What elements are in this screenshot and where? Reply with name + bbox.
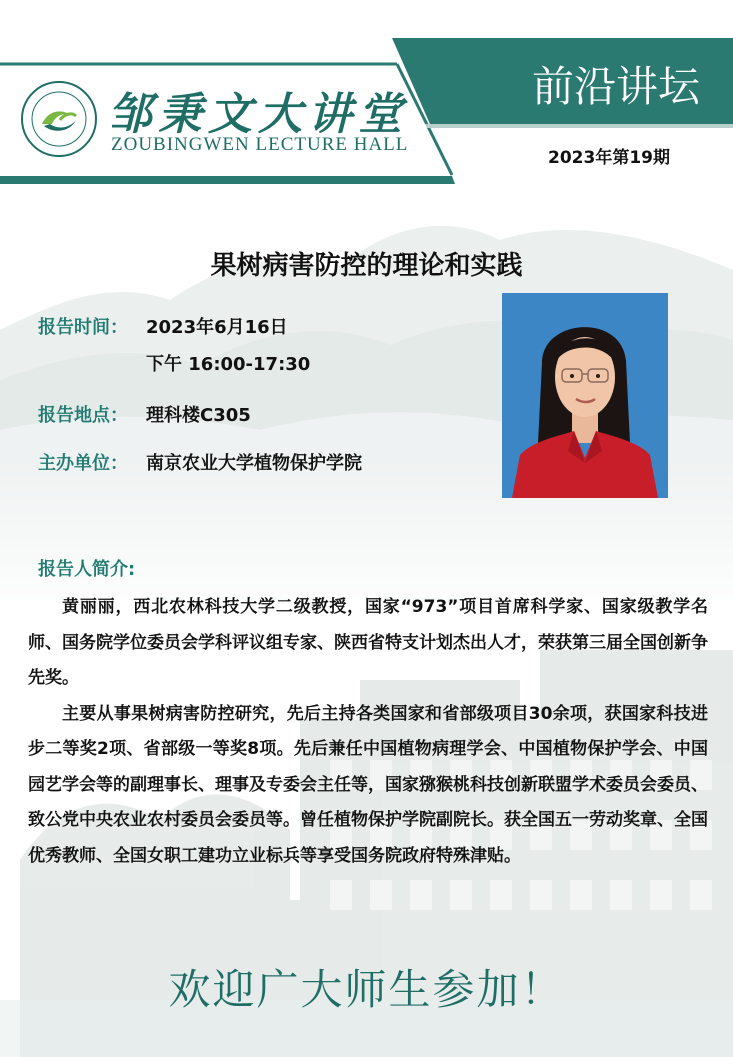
- time-date: 2023年6月16日: [146, 317, 288, 338]
- series-title: 前沿讲坛: [531, 62, 700, 111]
- time-label: 报告时间：: [38, 317, 128, 338]
- place-value: 理科楼C305: [146, 405, 251, 426]
- bio-text: [28, 590, 708, 874]
- talk-title: 果树病害防控的理论和实践: [210, 251, 523, 281]
- bio-paragraph: 黄丽丽，西北农林科技大学二级教授，国家“973”项目首席科学家、国家级教学名师、国务院学位委员会学科评议组专家、陕西省特支计划杰出人才，荣获第三届全国创新争先奖。: [28, 597, 708, 688]
- bio-heading: 报告人简介:: [38, 559, 136, 580]
- brand-name-cn: 邹秉文大讲堂: [108, 89, 408, 140]
- bio-paragraph: 主要从事果树病害防控研究，先后主持各类国家和省部级项目30余项，获国家科技进步二等奖2项、省部级一等奖8项。先后兼任中国植物病理学会、中国植物保护学会、中国园艺学会等的副理事长、理事及专委会主任等，国家猕猴桃科技创新联盟学术委员会委员、致公党中央农业农村委员会委员等。曾任植物保护学院副院长。获全国五一劳动奖章、全国优秀教师、全国女职工建功立业标兵等享受国务院政府特殊津贴。: [28, 703, 708, 866]
- welcome-message: 欢迎广大师生参加！: [168, 965, 565, 1014]
- speaker-photo: [502, 293, 668, 498]
- portrait-illustration: [502, 293, 668, 498]
- place-label: 报告地点：: [38, 405, 128, 426]
- time-range: 下午 16:00-17:30: [146, 354, 311, 375]
- brand-name-en: ZOUBINGWEN LECTURE HALL: [111, 134, 409, 155]
- issue-number: 2023年第19期: [548, 148, 670, 168]
- logo-icon: [20, 80, 98, 158]
- logo-emblem: [20, 80, 98, 158]
- host-value: 南京农业大学植物保护学院: [146, 453, 362, 474]
- host-label: 主办单位：: [38, 453, 128, 474]
